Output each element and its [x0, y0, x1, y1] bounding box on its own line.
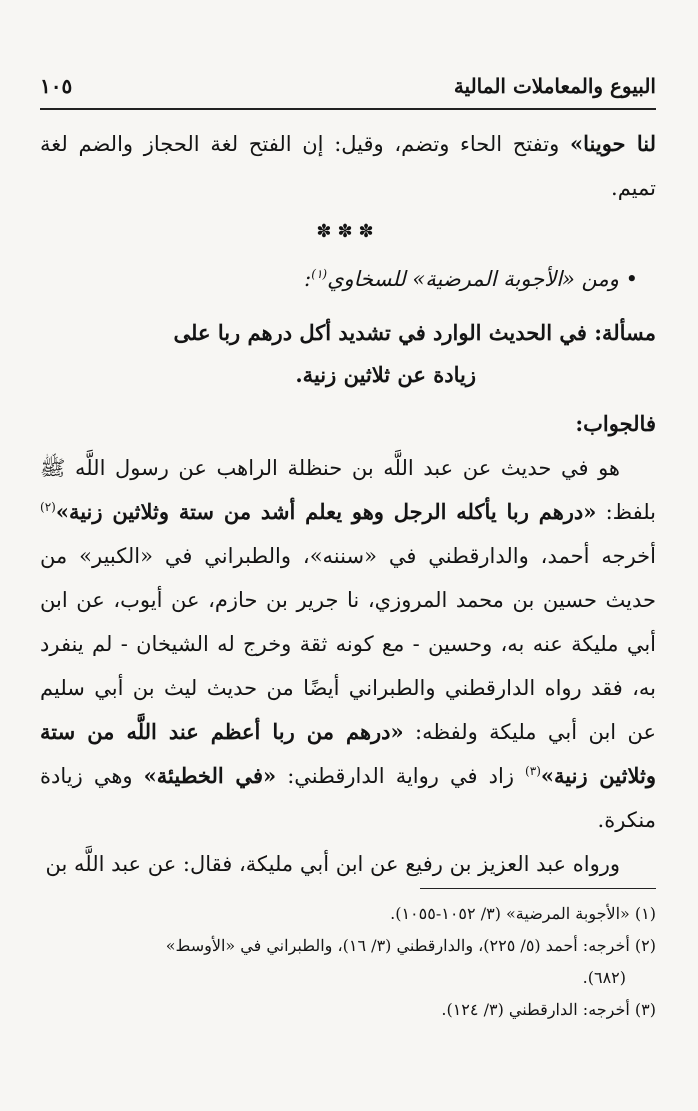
- answer-text-3: زاد في رواية الدارقطني:: [276, 764, 526, 788]
- footnote-ref-3: (٣): [525, 764, 541, 778]
- source-heading-text: • ومن «الأجوبة المرضية» للسخاوي: [327, 267, 638, 291]
- hadith-quote-2: «درهم من ربا أعظم عند اللَّه من ستة وثلاثين زنية»: [40, 719, 656, 788]
- hadith-quote-1: «درهم ربا يأكله الرجل وهو يعلم أشد من ستة وثلاثين زنية»: [55, 499, 597, 524]
- page-number: ١٠٥: [40, 74, 73, 98]
- question-heading: [40, 312, 656, 396]
- footnote-1: (١) «الأجوبة المرضية» (٣/ ١٠٥٢-١٠٥٥).: [390, 904, 656, 923]
- hadith-quote-3: «في الخطيئة»: [143, 763, 277, 788]
- quote-ending: لنا حوينا»: [570, 131, 656, 156]
- header-rule: [40, 108, 656, 110]
- main-text: [40, 122, 656, 886]
- answer-text-1: هو في حديث عن عبد اللَّه بن حنظلة الراهب عن رسول اللَّه ﷺ بلفظ:: [40, 456, 656, 524]
- paragraph-text: وتفتح الحاء وتضم، وقيل: إن الفتح لغة الحجاز والضم لغة تميم.: [40, 132, 656, 200]
- source-heading-colon: :: [304, 267, 312, 291]
- source-heading: [40, 254, 656, 304]
- question-line-1: مسألة: في الحديث الوارد في تشديد أكل درهم ربا على: [173, 320, 656, 345]
- footnote-separator: [420, 888, 656, 889]
- footnotes: [40, 898, 656, 1026]
- final-paragraph: ورواه عبد العزيز بن رفيع عن ابن أبي مليكة، فقال: عن عبد اللَّه بن: [45, 852, 620, 876]
- running-title: البيوع والمعاملات المالية: [453, 74, 656, 98]
- footnote-ref-2: (٢): [40, 500, 56, 514]
- footnote-2: (٢) أخرجه: أحمد (٥/ ٢٢٥)، والدارقطني (٣/ ١٦)، والطبراني في «الأوسط»: [165, 936, 656, 955]
- answer-text-2: أخرجه أحمد، والدارقطني في «سننه»، والطبراني في «الكبير» من حديث حسين بن محمد المروزي، نا جرير بن حازم، عن أيوب، عن ابن أبي مليكة عنه به، وحسين - مع كونه ثقة وخرج له الشيخان - لم ينفرد به، فقد رواه الدارقطني والطبراني أيضًا من حديث ليث بن أبي سليم عن ابن أبي مليكة ولفظه:: [40, 544, 657, 744]
- answer-paragraph: [40, 446, 656, 842]
- section-divider-stars: ✽✽✽: [316, 221, 380, 242]
- answer-label: فالجواب:: [575, 411, 656, 436]
- footnote-2-continuation: (٦٨٢).: [582, 968, 626, 987]
- page-header: [40, 68, 656, 108]
- continuation-paragraph: [40, 122, 656, 210]
- footnote-3: (٣) أخرجه: الدارقطني (٣/ ١٢٤).: [441, 1000, 656, 1019]
- question-line-2: زيادة عن ثلاثين زنية.: [295, 362, 476, 387]
- footnote-ref-1: (١): [311, 267, 328, 281]
- answer-text-4: وهي زيادة منكرة.: [40, 764, 656, 832]
